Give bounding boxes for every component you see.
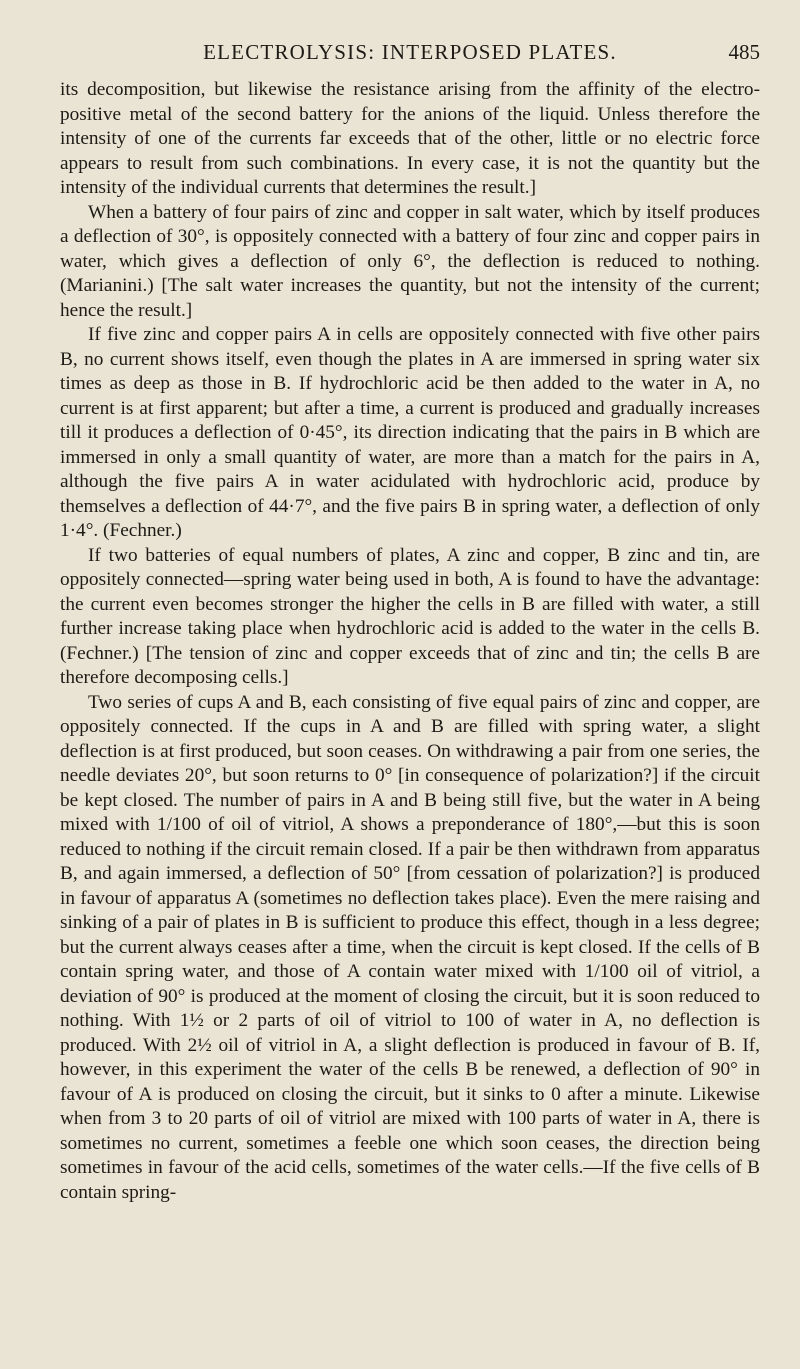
- running-head: ELECTROLYSIS: INTERPOSED PLATES.: [203, 40, 617, 64]
- paragraph: If two batteries of equal numbers of plates, A zinc and copper, B zinc and tin, are oppositely connected—spring water being used in both, A is found to have the advantage: the current even becomes stronger the higher the cells in B are filled with water, a still further increase taking place when hydrochloric acid is added to the water in the cells B. (Fechner.) [The tension of zinc and copper exceeds that of zinc and tin; the cells B are therefore decomposing cells.]: [60, 544, 760, 688]
- paragraph: When a battery of four pairs of zinc and copper in salt water, which by itself produces a deflection of 30°, is oppositely connected with a battery of four zinc and copper pairs in water, which gives a deflection of only 6°, the deflection is reduced to nothing. (Marianini.) [The salt water increases the quantity, but not the intensity of the current; hence the result.]: [60, 201, 760, 321]
- page-header: [60, 40, 760, 74]
- paragraph: its decomposition, but likewise the resistance arising from the affinity of the electro-positive metal of the second battery for the anions of the liquid. Unless therefore the intensity of one of the currents far exceeds that of the other, little or no electric force appears to result from such combinations. In every case, it is not the quantity but the intensity of the individual currents that determines the result.]: [60, 79, 760, 198]
- body-text: [60, 78, 760, 1205]
- page-number: 485: [728, 40, 760, 64]
- paragraph: Two series of cups A and B, each consisting of five equal pairs of zinc and copper, are oppositely connected. If the cups in A and B are filled with spring water, a slight deflection is at first produced, but soon ceases. On withdrawing a pair from one series, the needle deviates 20°, but soon returns to 0° [in consequence of polarization?] if the circuit be kept closed. The number of pairs in A and B being still five, but the water in A being mixed with 1/100 of oil of vitriol, A shows a preponderance of 180°,—but this is soon reduced to nothing if the circuit remain closed. If a pair be then withdrawn from apparatus B, and again immersed, a deflection of 50° [from cessation of polarization?] is produced in favour of apparatus A (sometimes no deflection takes place). Even the mere raising and sinking of a pair of plates in B is sufficient to produce this effect, though in a less degree; but the current always ceases after a time, when the circuit is kept closed. If the cells of B contain spring water, and those of A contain water mixed with 1/100 oil of vitriol, a deviation of 90° is produced at the moment of closing the circuit, but it is soon reduced to nothing. With 1½ or 2 parts of oil of vitriol to 100 of water in A, no deflection is produced. With 2½ oil of vitriol in A, a slight deflection is produced in favour of B. If, however, in this experiment the water of the cells B be renewed, a deflection of 90° in favour of A is produced on closing the circuit, but it sinks to 0 after a minute. Likewise when from 3 to 20 parts of oil of vitriol are mixed with 100 parts of water in A, there is sometimes no current, sometimes a feeble one which soon ceases, the direction being sometimes in favour of the acid cells, sometimes of the water cells.—If the five cells of B contain spring-: [60, 691, 760, 1203]
- paragraph: If five zinc and copper pairs A in cells are oppositely connected with five other pairs B, no current shows itself, even though the plates in A are immersed in spring water six times as deep as those in B. If hydrochloric acid be then added to the water in A, no current is at first apparent; but after a time, a current is produced and gradually increases till it produces a deflection of 0·45°, its direction indicating that the pairs in B which are immersed in only a small quantity of water, are more than a match for the pairs in A, although the five pairs A in water acidulated with hydrochloric acid, produce by themselves a deflection of 44·7°, and the five pairs B in spring water, a deflection of only 1·4°. (Fechner.): [60, 324, 760, 541]
